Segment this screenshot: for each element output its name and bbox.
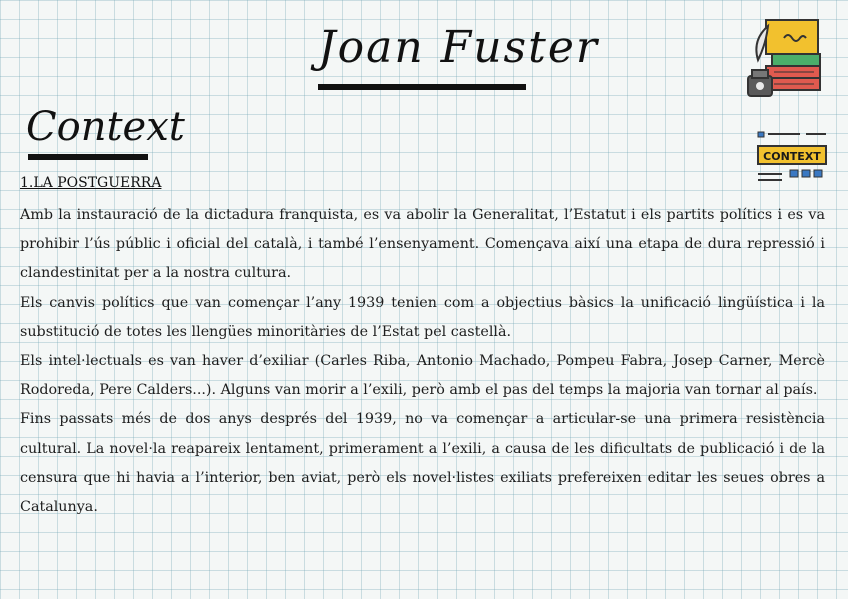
paragraph-1: Amb la instauració de la dictadura franquista, es va abolir la Generalitat, l’Estatut i els partits polítics i es va prohibir l’ús públic i oficial del català, i també l’ensenyament. Començava així una etapa de dura repressió i clandestinitat per a la nostra cultura. (20, 207, 825, 282)
context-underline (28, 154, 148, 160)
page-title: Joan Fuster (318, 22, 599, 73)
paragraph-3: Els intel·lectuals es van haver d’exiliar (Carles Riba, Antonio Machado, Pompeu Fabra, Josep Carner, Mercè Rodoreda, Pere Calders...). Alguns van morir a l’exili, però amb el pas del temps la majoria van tornar al país. (20, 353, 825, 399)
context-badge-text: CONTEXT (763, 150, 821, 163)
body-text (20, 201, 825, 522)
title-underline (318, 84, 526, 90)
paragraph-4: Fins passats més de dos anys després del 1939, no va començar a articular-se una primera resistència cultural. La novel·la reapareix lentament, primerament a l’exili, a causa de les dificultats de publicació i de la censura que hi havia a l’interior, ben aviat, però els novel·listes exiliats prefereixen editar les seues obres a Catalunya. (20, 411, 825, 516)
paragraph-2: Els canvis polítics que van començar l’any 1939 tenien com a objectius bàsics la unificació lingüística i la substitució de totes les llengües minoritàries de l’Estat pel castellà. (20, 294, 825, 340)
context-heading: Context (26, 104, 185, 150)
section-heading: 1.LA POSTGUERRA (20, 175, 162, 191)
context-badge-icon (756, 130, 828, 184)
books-quill-inkwell-icon (744, 16, 824, 102)
